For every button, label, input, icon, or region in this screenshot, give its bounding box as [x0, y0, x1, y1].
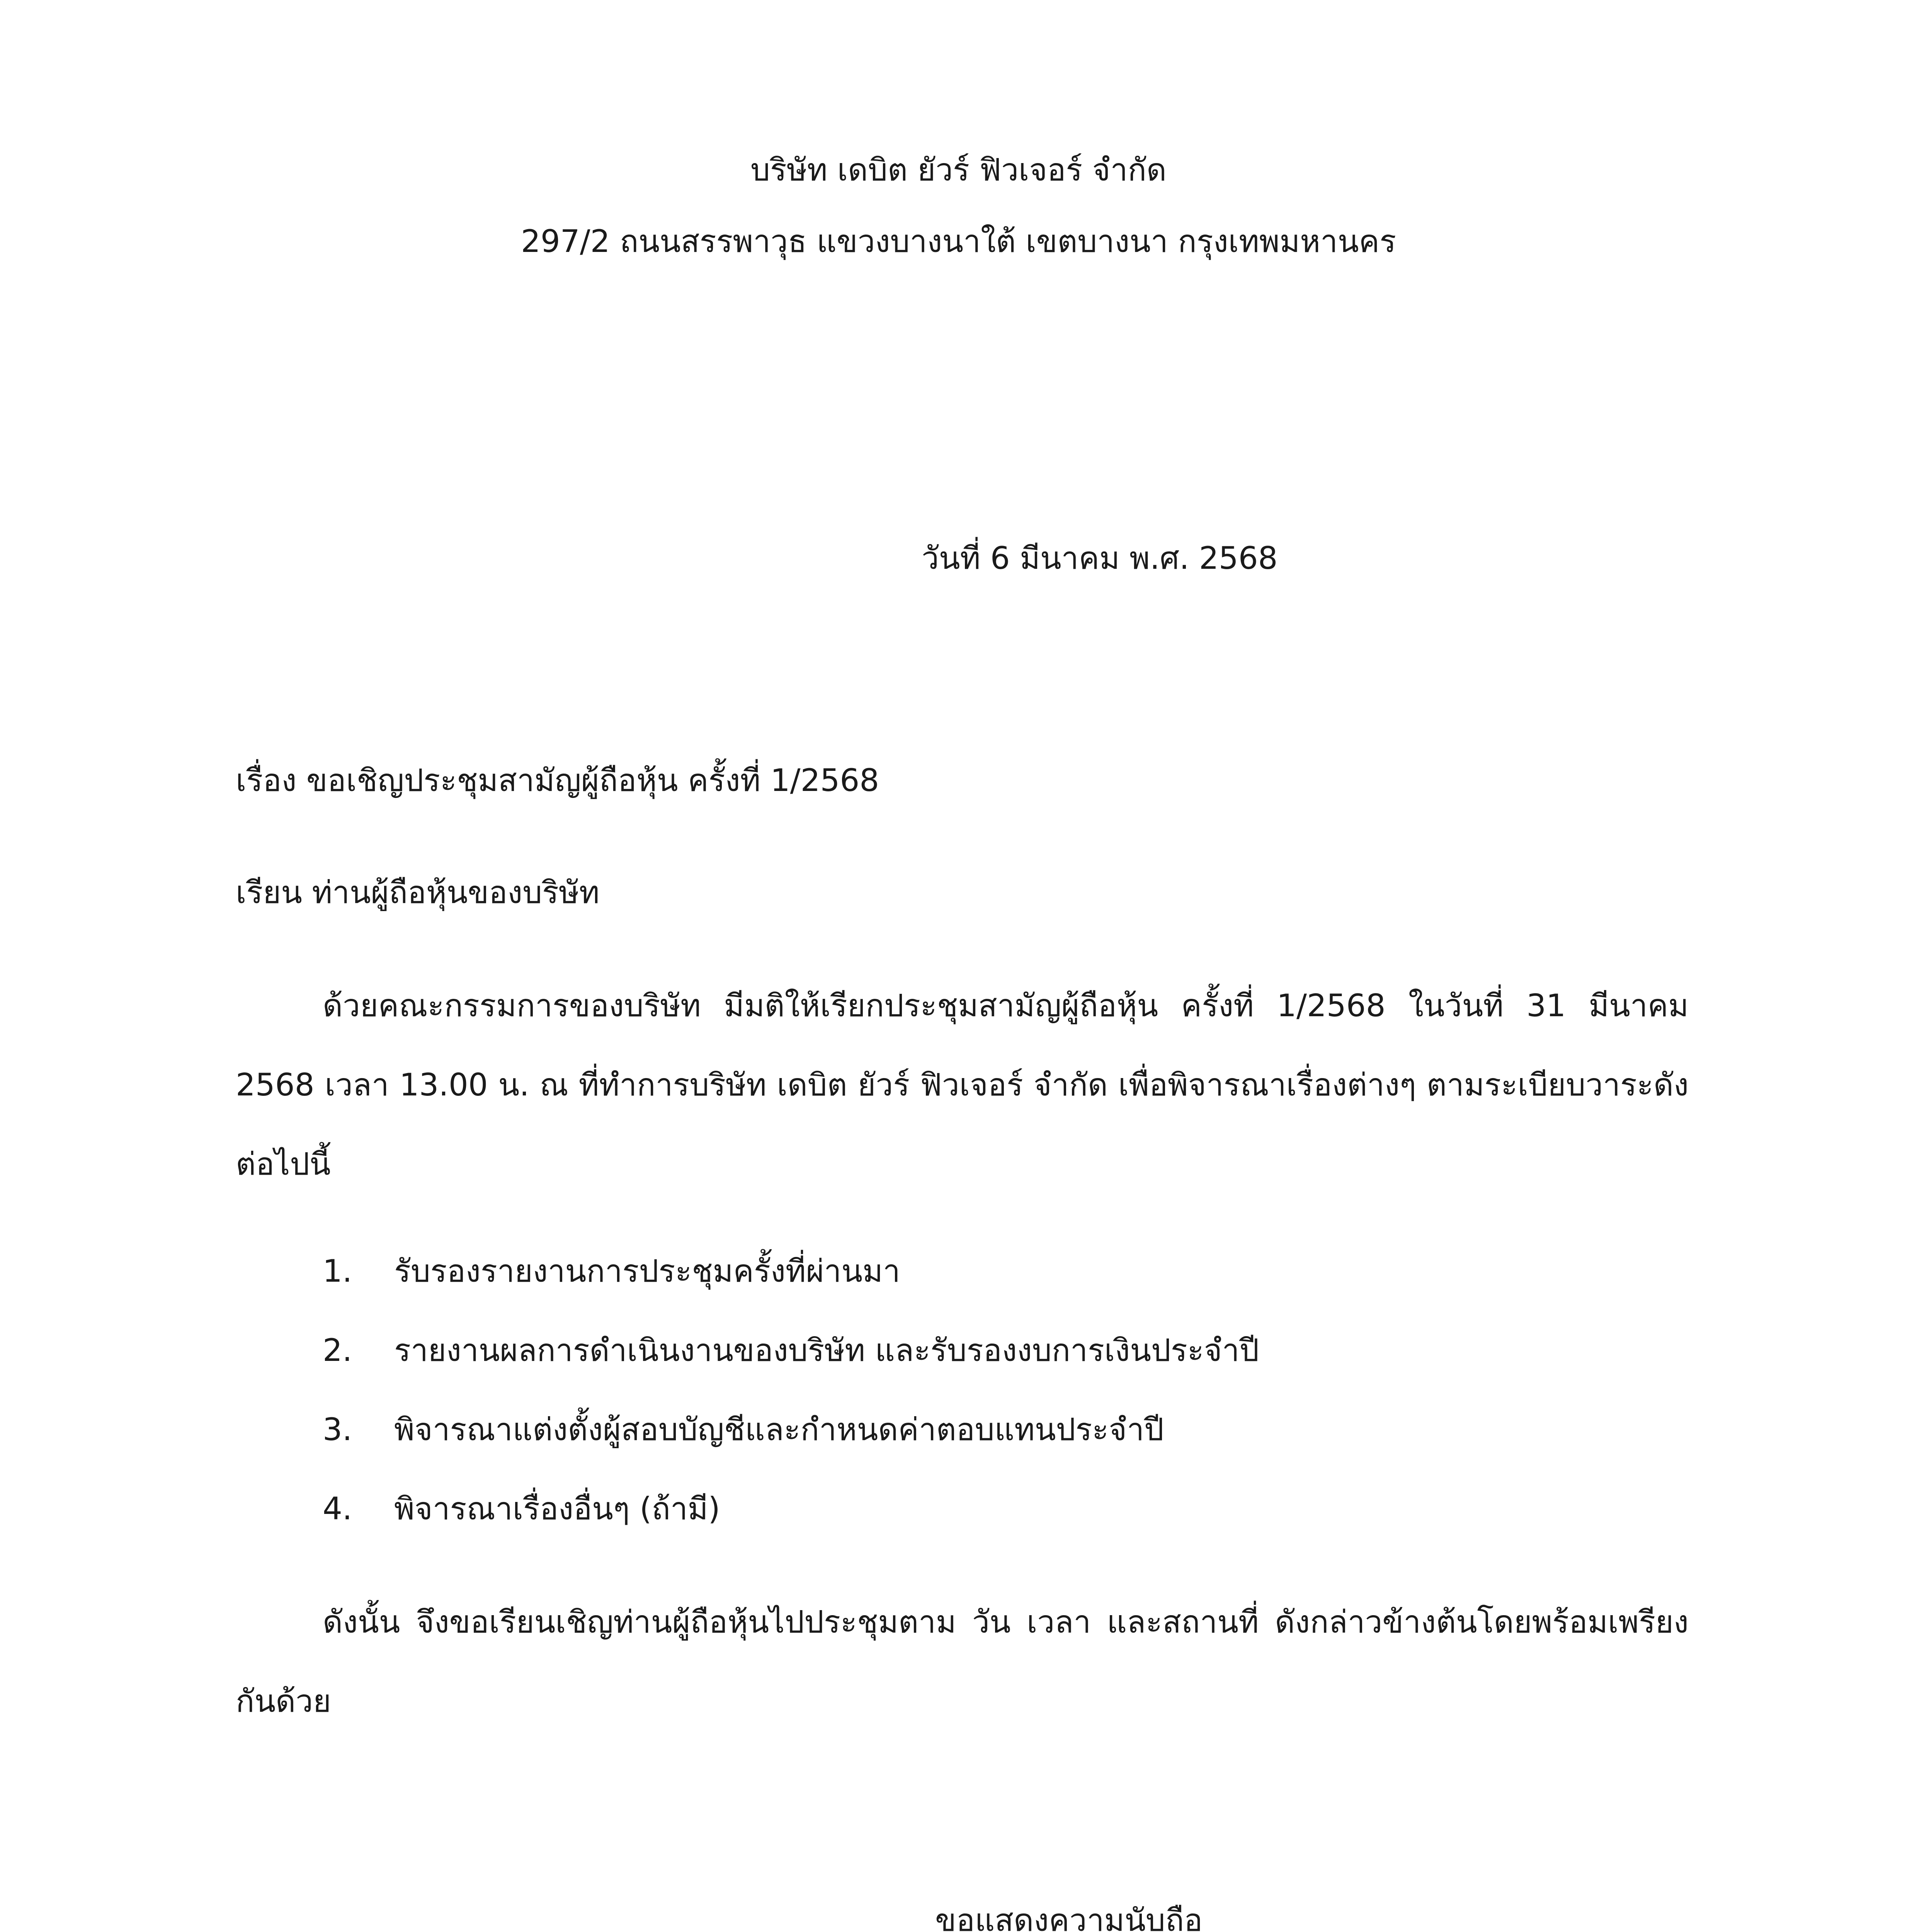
agenda-item-text: รับรองรายงานการประชุมครั้งที่ผ่านมา	[394, 1253, 900, 1289]
agenda-item-number: 3.	[323, 1412, 352, 1447]
letter-date: วันที่ 6 มีนาคม พ.ศ. 2568	[922, 540, 1278, 576]
company-address: 297/2 ถนนสรรพาวุธ แขวงบางนาใต้ เขตบางนา กรุงเทพมหานคร	[520, 223, 1397, 259]
agenda-item	[323, 1408, 1164, 1451]
agenda-item	[323, 1250, 900, 1293]
intro-paragraph: ด้วยคณะกรรมการของบริษัท มีมติให้เรียกประชุมสามัญผู้ถือหุ้น ครั้งที่ 1/2568 ในวันที่ 31 มีนาคม 2568 เวลา 13.00 น. ณ ที่ทำการบริษัท เดบิต ยัวร์ ฟิวเจอร์ จำกัด เพื่อพิจารณาเรื่องต่างๆ ตามระเบียบวาระดังต่อไปนี้	[236, 988, 1689, 1182]
subject-line: เรื่อง ขอเชิญประชุมสามัญผู้ถือหุ้น ครั้งที่ 1/2568	[236, 762, 879, 798]
agenda-item-number: 2.	[323, 1332, 352, 1368]
agenda-item-text: พิจารณาแต่งตั้งผู้สอบบัญชีและกำหนดค่าตอบแทนประจำปี	[394, 1412, 1164, 1447]
agenda-item-number: 4.	[323, 1491, 352, 1527]
sign-off: ขอแสดงความนับถือ	[935, 1902, 1203, 1932]
closing-paragraph: ดังนั้น จึงขอเรียนเชิญท่านผู้ถือหุ้นไปประชุมตาม วัน เวลา และสถานที่ ดังกล่าวข้างต้นโดยพร้อมเพรียงกันด้วย	[236, 1604, 1689, 1719]
salutation: เรียน ท่านผู้ถือหุ้นของบริษัท	[236, 874, 600, 910]
agenda-item	[323, 1329, 1259, 1372]
agenda-item-number: 1.	[323, 1253, 352, 1289]
company-name: บริษัท เดบิต ยัวร์ ฟิวเจอร์ จำกัด	[750, 152, 1167, 188]
agenda-item-text: พิจารณาเรื่องอื่นๆ (ถ้ามี)	[394, 1491, 720, 1527]
agenda-item	[323, 1488, 720, 1530]
agenda-item-text: รายงานผลการดำเนินงานของบริษัท และรับรองงบการเงินประจำปี	[394, 1332, 1259, 1368]
